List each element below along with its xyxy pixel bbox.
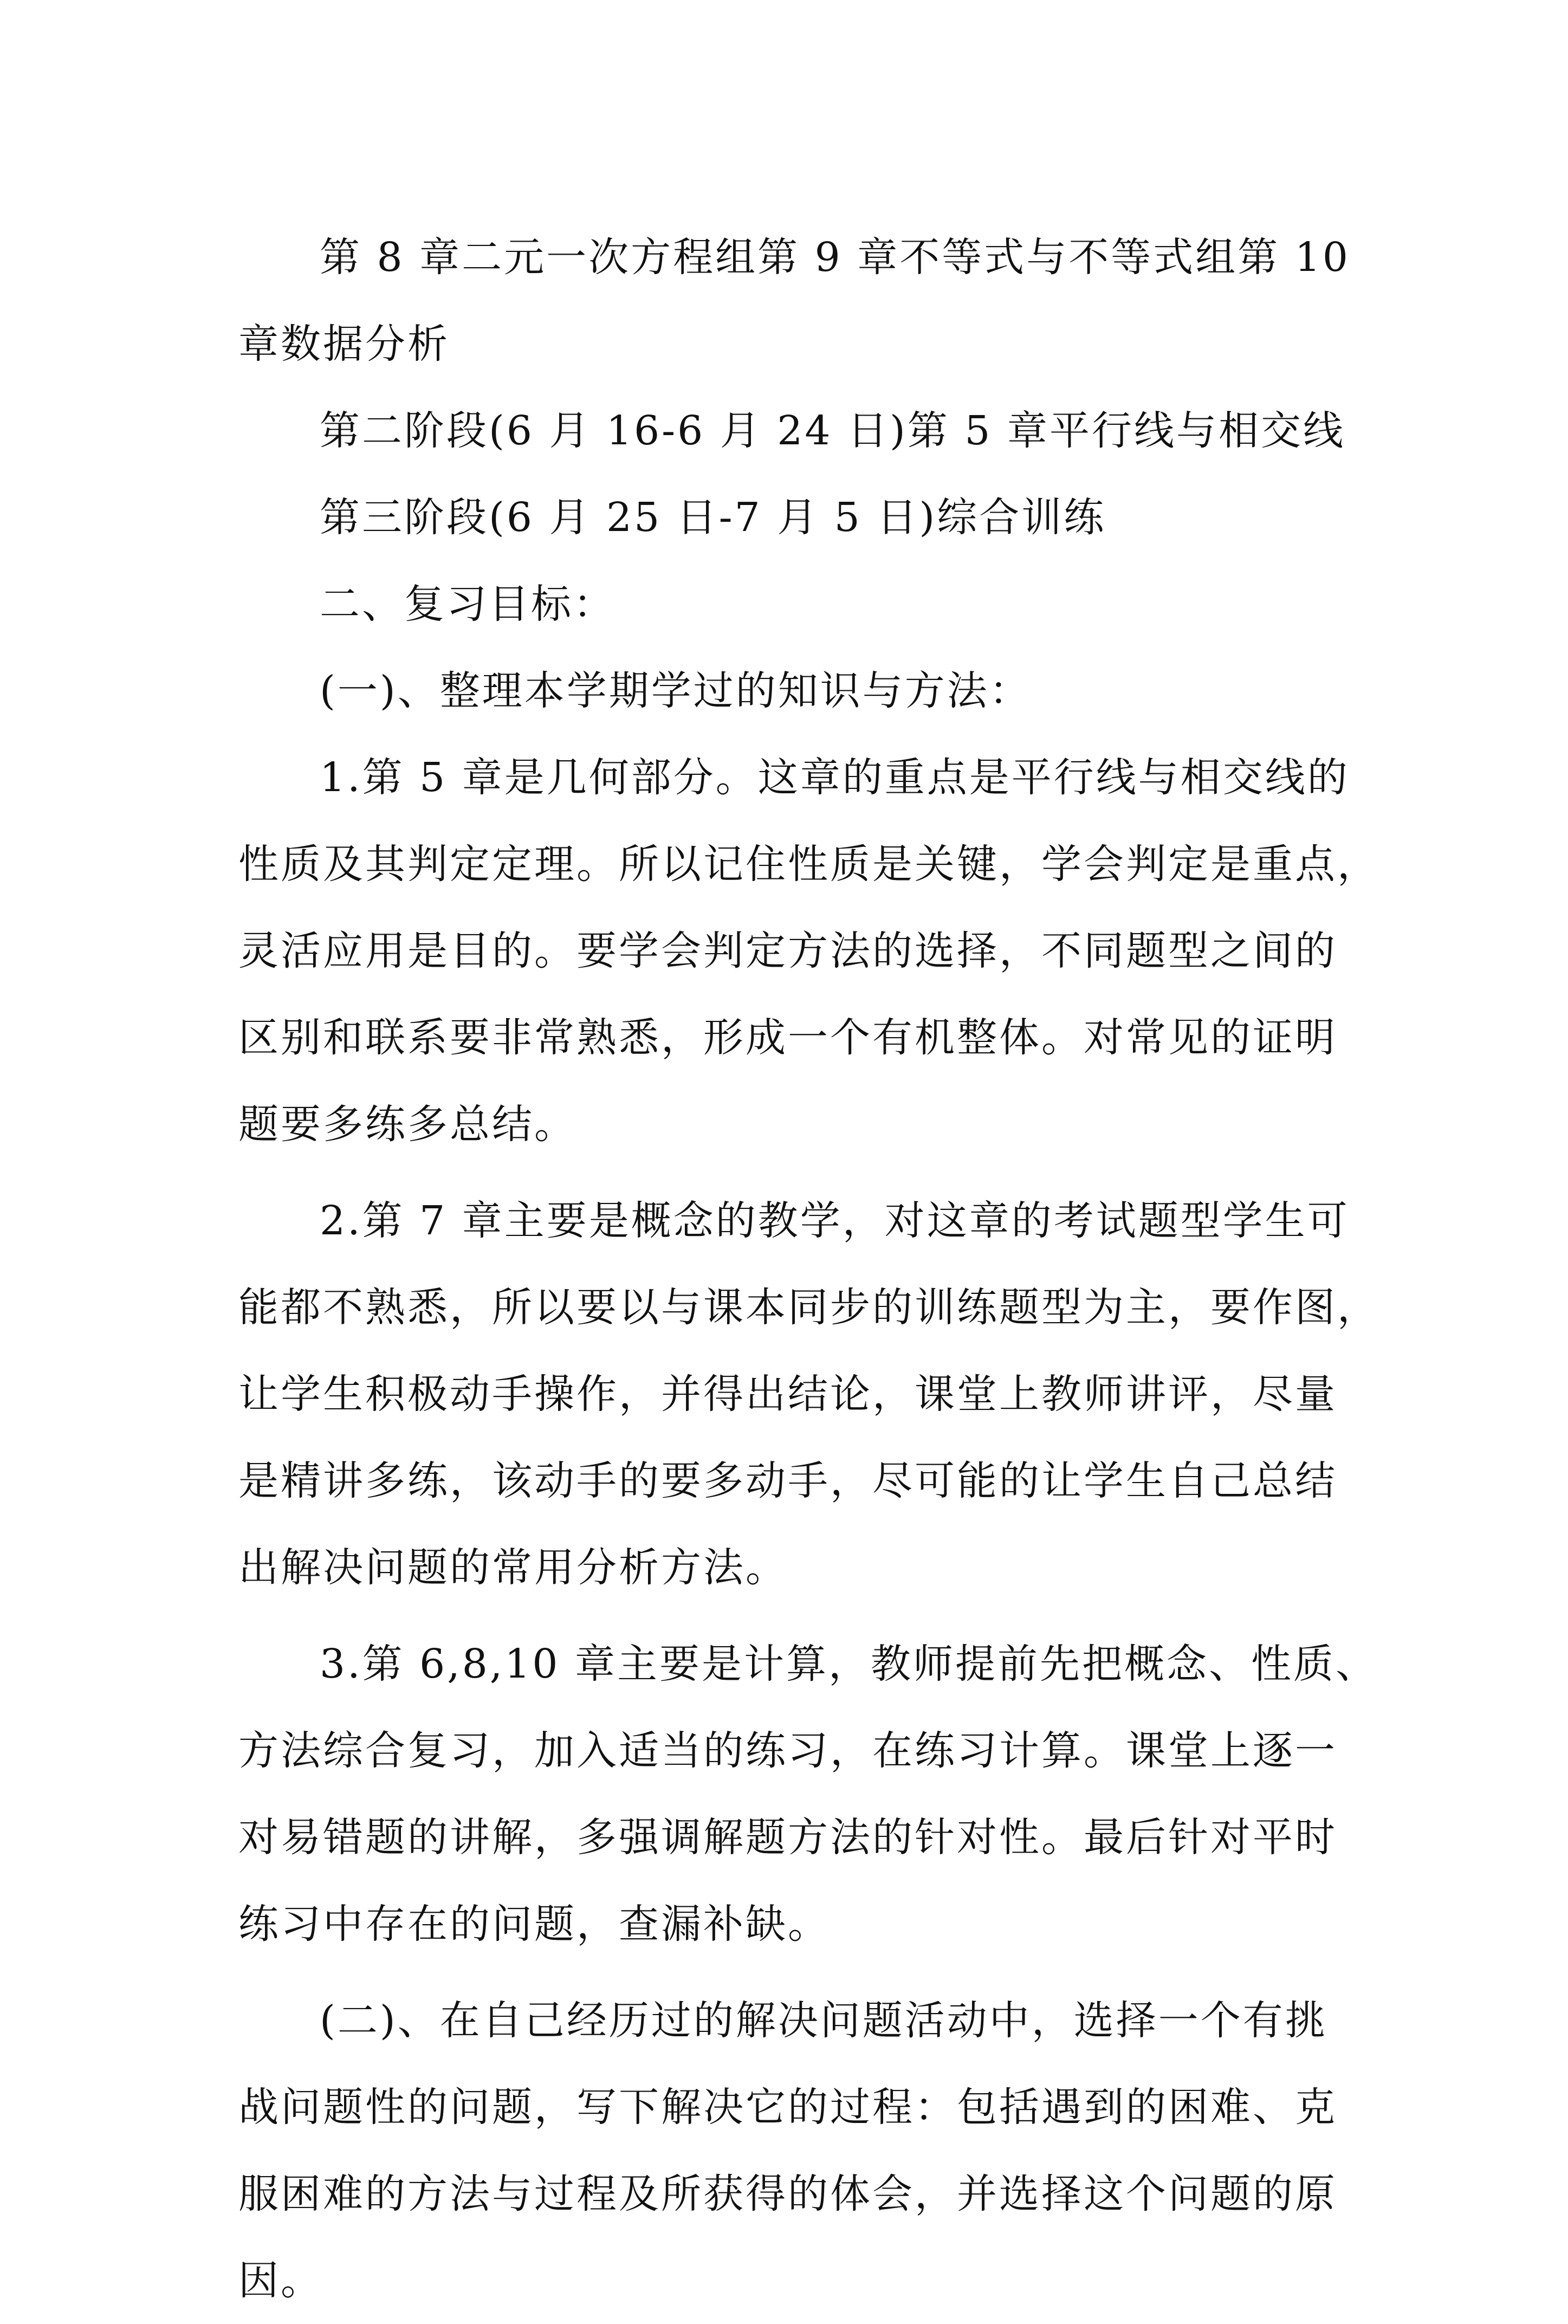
paragraph-item-3	[238, 1621, 1378, 1967]
paragraph-gap	[238, 1967, 1333, 1977]
text-line: 让学生积极动手操作，并得出结论，课堂上教师讲评，尽量	[238, 1371, 1337, 1417]
text-line: 对易错题的讲解，多强调解题方法的针对性。最后针对平时	[238, 1814, 1337, 1861]
paragraph-item-2	[238, 1177, 1379, 1611]
text-line: 因。	[238, 2257, 323, 2304]
paragraph-stage3	[238, 474, 1333, 561]
paragraph-item-1	[238, 734, 1379, 1168]
text-line: 第 8 章二元一次方程组第 9 章不等式与不等式组第 10	[320, 234, 1350, 281]
text-line: 2.第 7 章主要是概念的教学，对这章的考试题型学生可	[320, 1197, 1350, 1244]
text-line: 第三阶段(6 月 25 日-7 月 5 日)综合训练	[320, 494, 1106, 541]
text-line: 第二阶段(6 月 16-6 月 24 日)第 5 章平行线与相交线	[320, 407, 1345, 454]
text-line: 出解决问题的常用分析方法。	[238, 1544, 788, 1591]
paragraph-goal-2	[238, 1977, 1337, 2324]
text-line: 灵活应用是目的。要学会判定方法的选择，不同题型之间的	[238, 928, 1337, 974]
text-line: 题要多练多总结。	[238, 1101, 576, 1148]
text-line: 区别和联系要非常熟悉，形成一个有机整体。对常见的证明	[238, 1014, 1337, 1061]
document-body	[238, 214, 1379, 2324]
text-line: 章数据分析	[238, 321, 450, 367]
text-line: 3.第 6,8,10 章主要是计算，教师提前先把概念、性质、	[320, 1641, 1378, 1687]
text-line: 是精讲多练，该动手的要多动手，尽可能的让学生自己总结	[238, 1458, 1337, 1504]
paragraph-stage2	[238, 387, 1345, 474]
text-line: 能都不熟悉，所以要以与课本同步的训练题型为主，要作图，	[238, 1284, 1379, 1331]
paragraph-chapters	[238, 214, 1350, 387]
section-heading-goals	[238, 561, 1333, 648]
paragraph-gap	[238, 1611, 1333, 1621]
text-line: 方法综合复习，加入适当的练习，在练习计算。课堂上逐一	[238, 1727, 1337, 1774]
heading-line: 二、复习目标：	[320, 581, 615, 627]
subsection-heading-1	[238, 648, 1333, 734]
text-line: 性质及其判定定理。所以记住性质是关键，学会判定是重点，	[238, 841, 1379, 888]
text-line: 服困难的方法与过程及所获得的体会，并选择这个问题的原	[238, 2171, 1337, 2217]
text-line: (二)、在自己经历过的解决问题活动中，选择一个有挑	[320, 1997, 1327, 2044]
text-line: 练习中存在的问题，查漏补缺。	[238, 1901, 830, 1947]
paragraph-gap	[238, 1168, 1333, 1177]
heading-line: (一)、整理本学期学过的知识与方法：	[320, 668, 1032, 714]
text-line: 1.第 5 章是几何部分。这章的重点是平行线与相交线的	[320, 754, 1350, 801]
text-line: 战问题性的问题，写下解决它的过程：包括遇到的困难、克	[238, 2084, 1337, 2131]
